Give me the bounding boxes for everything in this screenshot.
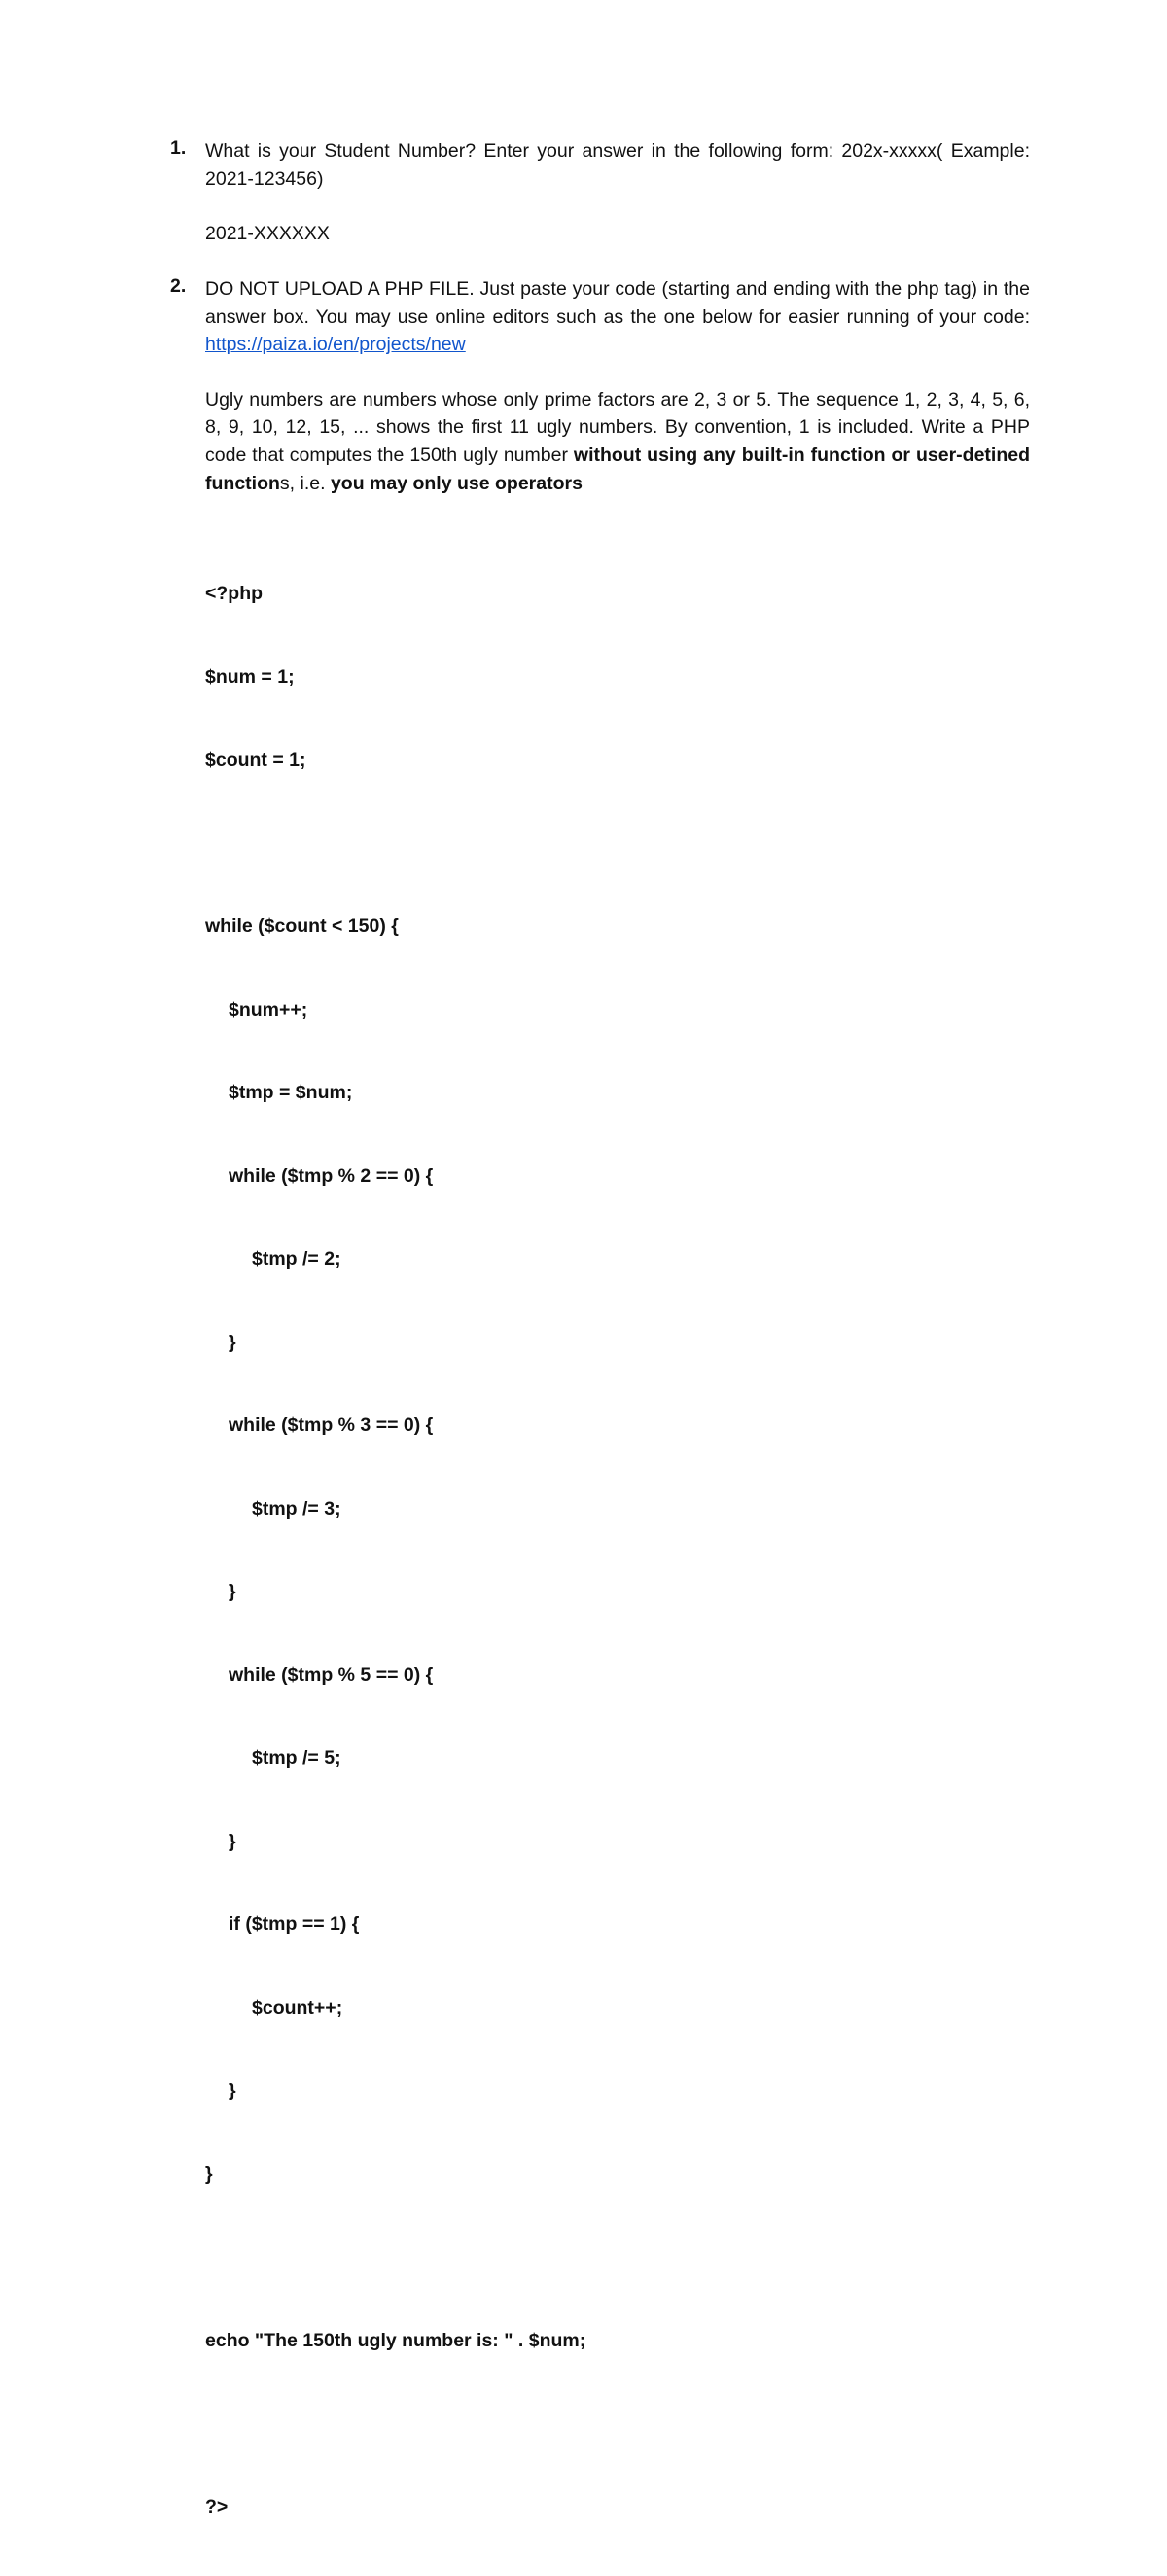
question-2-number: 2.: [170, 275, 187, 297]
php-code-answer: [205, 524, 1030, 2576]
problem-bold-2: you may only use operators: [330, 472, 583, 494]
code-line: $num++;: [229, 998, 308, 1020]
code-line: $num = 1;: [205, 665, 295, 688]
code-blank-line: [205, 2410, 1030, 2438]
code-line: ?>: [205, 2495, 229, 2518]
code-line: if ($tmp == 1) {: [229, 1914, 360, 1936]
question-1-number: 1.: [170, 137, 187, 159]
instruction-text: DO NOT UPLOAD A PHP FILE. Just paste your code (starting and ending with the php tag) in the answer box. You may use online editors such as the one below for easier running of your code:: [205, 278, 1030, 328]
paragraph-gap: [205, 359, 1030, 386]
code-line: $tmp = $num;: [229, 1082, 353, 1104]
code-line: }: [229, 1331, 236, 1353]
code-line: }: [229, 1830, 236, 1852]
code-blank-line: [205, 2243, 1030, 2272]
code-line: }: [229, 2080, 236, 2102]
code-line: echo "The 150th ugly number is: " . $num;: [205, 2329, 586, 2351]
problem-statement: [205, 386, 1030, 497]
code-line: while ($count < 150) {: [205, 915, 399, 938]
code-line: }: [205, 2163, 213, 2185]
problem-text-2: s, i.e.: [279, 472, 331, 494]
code-line: while ($tmp % 3 == 0) {: [229, 1414, 434, 1437]
code-line: while ($tmp % 2 == 0) {: [229, 1164, 434, 1187]
code-line: $count++;: [252, 1996, 343, 2019]
code-blank-line: [205, 830, 1030, 858]
code-line: $tmp /= 3;: [252, 1497, 341, 1520]
code-line: $count = 1;: [205, 749, 306, 771]
question-1-body: [205, 137, 1030, 248]
question-1-text: What is your Student Number? Enter your answer in the following form: 202x-xxxxx( Example: 2021-123456): [205, 140, 1030, 190]
problem-bold-1: without using any built-in function or user-detined function: [205, 444, 1030, 494]
question-2-instruction: [205, 275, 1030, 359]
code-line: $tmp /= 2;: [252, 1248, 341, 1270]
code-line: while ($tmp % 5 == 0) {: [229, 1664, 434, 1686]
problem-text-1: Ugly numbers are numbers whose only prime factors are 2, 3 or 5. The sequence 1, 2, 3, 4, 5, 6, 8, 9, 10, 12, 15, ... shows the first 11 ugly numbers. By convention, 1 is included. Write a PHP code that computes the 150th ugly number: [205, 388, 1030, 466]
code-line: }: [229, 1581, 236, 1603]
code-line: $tmp /= 5;: [252, 1747, 341, 1770]
question-1-answer: 2021-XXXXXX: [205, 223, 330, 245]
code-line: <?php: [205, 583, 264, 605]
paiza-link[interactable]: https://paiza.io/en/projects/new: [205, 334, 466, 356]
question-2-body: [205, 275, 1030, 2576]
